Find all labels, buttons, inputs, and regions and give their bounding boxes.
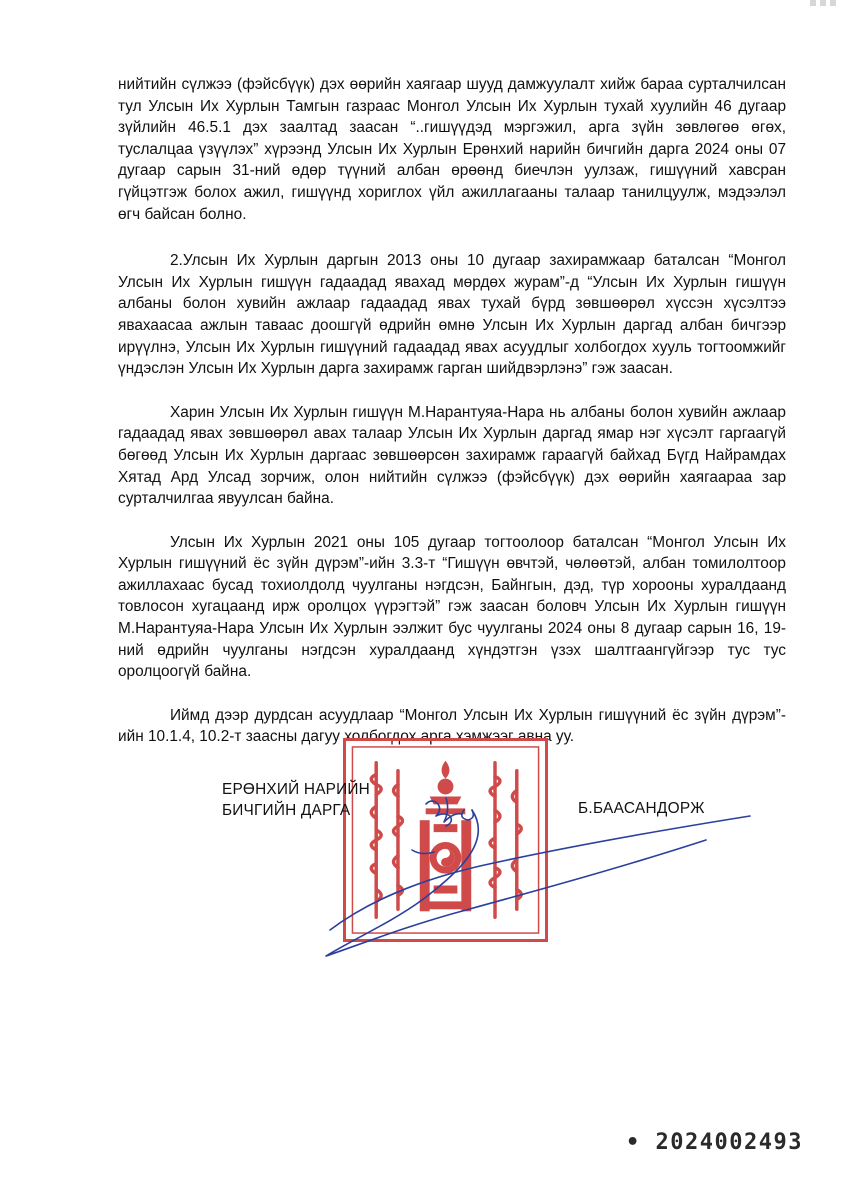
corner-mark <box>820 0 826 6</box>
paragraph-2: 2.Улсын Их Хурлын даргын 2013 оны 10 дугаар захирамжаар баталсан “Монгол Улсын Их Хурлын гишүүн гадаадад явахад мөрдөх журам”-д “Улсын Их Хурлын гишүүн албаны болон хувийн ажлаар гадаадад явах тухай бүрд зөвшөөрөл хүссэн хүсэлтээ явахаасаа ажлын таваас доошгүй өдрийн өмнө Улсын Их Хурлын даргад албан бичгээр ирүүлнэ, Улсын Их Хурлын гишүүний гадаадад явах асуудлыг холбогдох хууль тогтоомжийг үндэслэн Улсын Их Хурлын дарга захирамж гарган шийдвэрлэнэ” гэж заасан. <box>118 252 786 378</box>
paragraph-5: Иймд дээр дурдсан асуудлаар “Монгол Улсын Их Хурлын гишүүний ёс зүйн дүрэм”-ийн 10.1.4, 10.2-т заасны дагуу холбогдох арга хэмжээг авна уу. <box>118 706 786 746</box>
letter-body <box>118 74 786 770</box>
document-number: • 2024002493 <box>626 1130 803 1155</box>
signatory-title-line1: ЕРӨНХИЙ НАРИЙН <box>222 781 370 798</box>
signatory-name: Б.БААСАНДОРЖ <box>578 800 705 817</box>
official-stamp <box>343 738 548 942</box>
scan-corner-marks <box>810 0 840 6</box>
paragraph-3: Харин Улсын Их Хурлын гишүүн М.Нарантуяа-Нара нь албаны болон хувийн ажлаар гадаадад явах зөвшөөрөл авах талаар Улсын Их Хурлын даргад ямар нэг хүсэлт гаргаагүй бөгөөд Улсын Их Хурлын даргаас зөвшөөрсөн захирамж гараагүй байхад Бүгд Найрамдах Хятад Ард Улсад зорчиж, олон нийтийн сүлжээ (фэйсбүүк) дэх өөрийн хаягаараа зар сурталчилгаа явуулсан байна. <box>118 403 786 508</box>
mongolian-state-seal-icon <box>346 741 545 939</box>
corner-mark <box>830 0 836 6</box>
signatory-title <box>222 779 370 821</box>
paragraph-continuation: нийтийн сүлжээ (фэйсбүүк) дэх өөрийн хаягаар шууд дамжуулалт хийж бараа сурталчилсан тул Улсын Их Хурлын Тамгын газраас Монгол Улсын Их Хурлын тухай хуулийн 46 дугаар зүйлийн 46.5.1 дэх заалтад заасан “..гишүүдэд мэргэжил, арга зүйн зөвлөгөө өгөх, туслалцаа үзүүлэх” хүрээнд Улсын Их Хурлын Ерөнхий нарийн бичгийн дарга 2024 оны 07 дугаар сарын 31-ний өдөр түүний албан өрөөнд биечлэн уулзаж, гишүүний хавсран гүйцэтгэж болох ажил, гишүүнд хориглох үйл ажиллагааны талаар танилцуулж, мэдээлэл өгч байсан болно. <box>118 76 786 223</box>
paragraph-4: Улсын Их Хурлын 2021 оны 105 дугаар тогтоолоор баталсан “Монгол Улсын Их Хурлын гишүүний ёс зүйн дүрэм”-ийн 3.3-т “Гишүүн өвчтэй, чөлөөтэй, албан томилолтоор ажиллахаас бусад тохиолдолд чуулганы нэгдсэн, Байнгын, дэд, түр хорооны хуралдаанд товлосон хугацаанд ирж оролцох үүрэгтэй” гэж заасан боловч Улсын Их Хурлын гишүүн М.Нарантуяа-Нара Улсын Их Хурлын ээлжит бус чуулганы 2024 оны 8 дугаар сарын 16, 19-ний өдрийн чуулганы нэгдсэн хуралдаанд хүндэтгэн үзэх шалтгаангүйгээр тус тус оролцоогүй байна. <box>118 533 786 681</box>
corner-mark <box>810 0 816 6</box>
signatory-title-line2: БИЧГИЙН ДАРГА <box>222 802 351 819</box>
